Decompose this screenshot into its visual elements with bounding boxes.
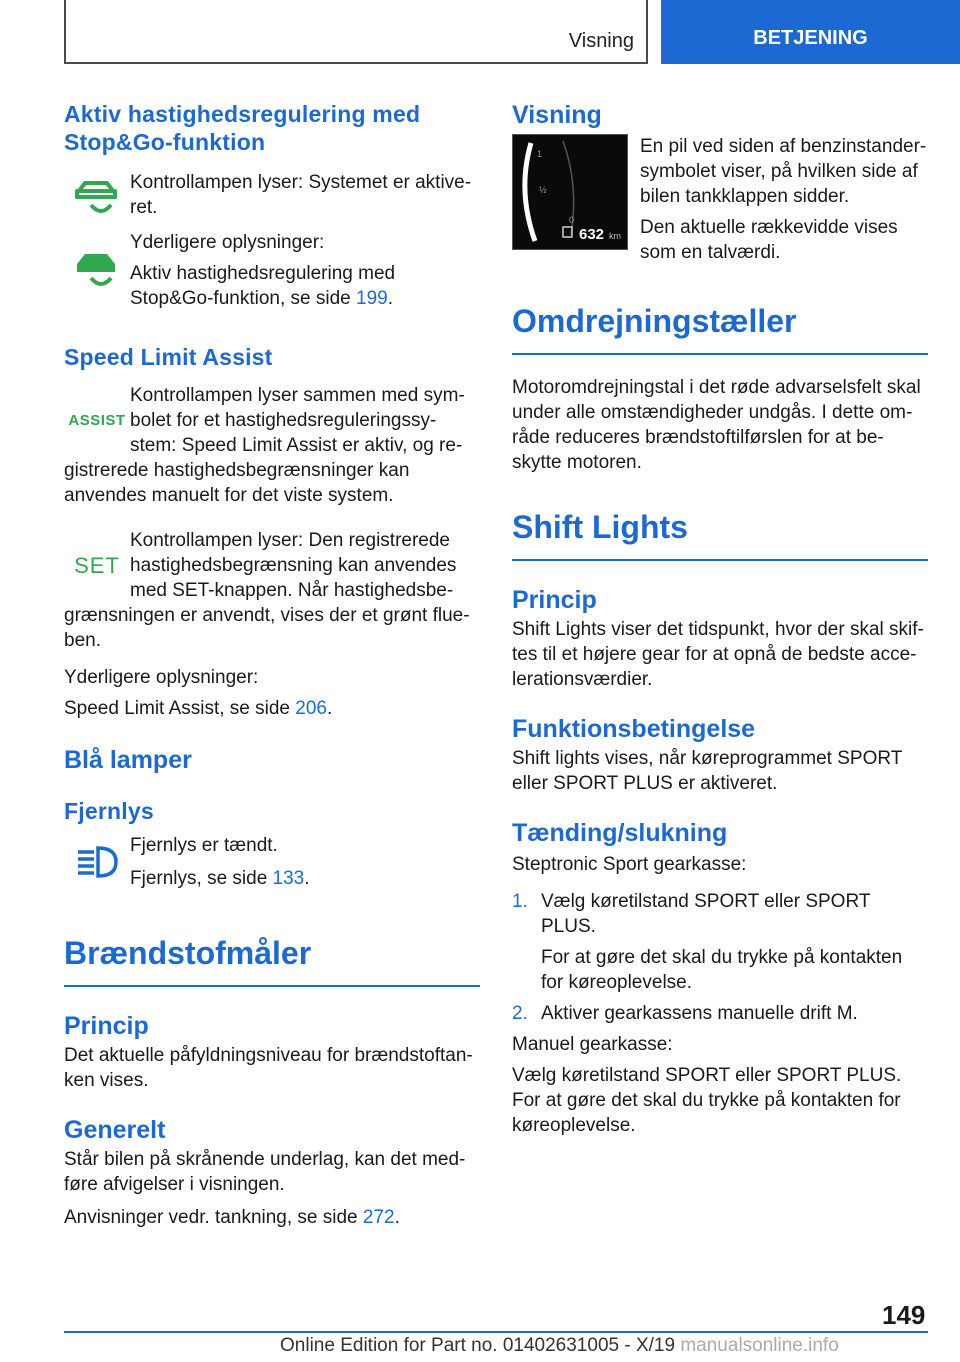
gauge-tick-full: 1 [537, 149, 543, 159]
steptronic-text: Steptronic Sport gearkasse: [512, 854, 747, 875]
step-2-text: Aktiver gearkassens manuelle drift M. [541, 1003, 858, 1024]
set-indicator-row [64, 528, 480, 603]
acc-text-3: Aktiv hastighedsregulering med Stop&Go-funktion, se side [130, 263, 396, 309]
heading-speed-limit-assist: Speed Limit Assist [64, 344, 273, 370]
acc-filled-indicator-icon [64, 230, 130, 308]
acc-indicator-row-2: Yderligere oplysninger: Aktiv hastighedsregulering med Stop&Go-funktion, se side 199. [64, 230, 480, 311]
gauge-tick-empty: 0 [569, 215, 575, 225]
heading-display: Visning [512, 101, 602, 129]
right-column [512, 100, 928, 1138]
gauge-range-value: 632 [579, 226, 605, 243]
step-number-1: 1. [512, 891, 528, 912]
step-number-2: 2. [512, 1003, 528, 1024]
heading-blue-lamps: Blå lamper [64, 746, 192, 774]
heading-fuel-gauge: Brændstofmåler [64, 933, 480, 987]
refuel-page-link[interactable]: 272 [362, 1207, 395, 1228]
sla-text-4: Speed Limit Assist, se side [64, 698, 296, 719]
page-number: 149 [882, 1300, 926, 1330]
manual-gearbox-label: Manuel gearkasse: [512, 1034, 673, 1055]
display-text-2: Den aktuelle rækkevidde vises som en talværdi. [640, 217, 898, 263]
acc-indicator-row [64, 170, 480, 224]
fuel-principle-text: Det aktuelle påfyldningsniveau for brændstoftan-ken vises. [64, 1045, 473, 1091]
sla-text-2b: grænsningen er anvendt, vises der et grønt flue-ben. [64, 605, 470, 651]
acc-text-1: Kontrollampen lyser: Systemet er aktive-ret. [130, 172, 472, 218]
fuel-gauge-image [512, 134, 628, 250]
sla-text-2: Kontrollampen lyser: Den registrerede hastighedsbegrænsning kan anvendes med SET-knappen. Når hastighedsbe- [130, 530, 457, 601]
heading-on-off: Tænding/slukning [512, 819, 728, 847]
heading-high-beam: Fjernlys [64, 798, 154, 824]
tachometer-text: Motoromdrejningstal i det røde advarselsfelt skal under alle omstændigheder undgås. I dette om-råde reduceres brændstoftilførslen for at be-skytte motoren. [512, 377, 921, 473]
high-beam-indicator-row: Fjernlys er tændt. Fjernlys, se side 133. [64, 833, 480, 891]
acc-green-indicator-icon [64, 170, 130, 224]
sla-page-link[interactable]: 206 [295, 698, 327, 719]
gauge-range-unit: km [609, 231, 621, 241]
header-chapter-tab: BETJENING [661, 0, 960, 64]
list-item [512, 1001, 928, 1026]
function-condition-text: Shift lights vises, når køreprogrammet SPORT eller SPORT PLUS er aktiveret. [512, 748, 902, 794]
high-beam-text-1: Fjernlys er tændt. [130, 835, 278, 856]
manual-gearbox-text: Vælg køretilstand SPORT eller SPORT PLUS. For at gøre det skal du trykke på kontakten for køreoplevelse. [512, 1065, 902, 1136]
fuel-display-block [512, 134, 928, 265]
high-beam-icon [64, 833, 130, 891]
header-frame [64, 0, 648, 64]
heading-acc: Aktiv hastighedsregulering med Stop&Go-funktion [64, 101, 421, 155]
left-column: Aktiv hastighedsregulering med Stop&Go-funktion Kontrollampen lyser: Systemet er aktive-ret. Yderligere oplysninger: Aktiv hastighedsregulering med Stop&Go-funktion, se side 199. Speed Limit Assist ASSIST Kontrollampen lyser sammen med sym-bolet for et hastighedsreguleringssy-stem: Speed Limit Assist er aktiv, og re- gistrerede hastighedsbegrænsninger kan anvendes manuelt for det viste system. SET Kontrollampen lyser: Den registrerede hastighedsbegrænsning kan anvendes med SET-knappen. Når hastighedsbe- grænsningen er anvendt, vises der et grønt flue-ben. Yderligere oplysninger: Speed Limit Assist, se side 206. Blå lamper Fjernlys Fjernlys er tændt. Fjernlys, se side 133. Brændstofmåler Princip Det aktuelle påfyldningsniveau for brændstoftan-ken vises. Generelt Står bilen på skrånende underlag, kan det med-føre afvigelser i visningen. Anvisninger vedr. tankning, se side 272. [64, 100, 480, 1230]
shift-principle-text: Shift Lights viser det tidspunkt, hvor der skal skif-tes til et højere gear for at opnå de bedste acce-lerationsværdier. [512, 619, 924, 690]
general-text-1: Står bilen på skrånende underlag, kan det med-føre afvigelser i visningen. [64, 1149, 466, 1195]
footer-divider [64, 1331, 928, 1333]
step-1-text: Vælg køretilstand SPORT eller SPORT PLUS. [541, 891, 871, 937]
sla-text-1: Kontrollampen lyser sammen med sym-bolet for et hastighedsreguleringssy-stem: Speed Limit Assist er aktiv, og re- [130, 385, 465, 456]
gauge-tick-half: ½ [539, 185, 547, 195]
header-section-title: Visning [568, 30, 634, 52]
step-1-subtext: For at gøre det skal du trykke på kontakten for køreoplevelse. [541, 947, 903, 993]
display-text-1: En pil ved siden af benzinstander-symbolet viser, på hvilken side af bilen tankklappen sidder. [640, 136, 927, 207]
sla-text-3: Yderligere oplysninger: [64, 667, 259, 688]
heading-principle-shift: Princip [512, 586, 597, 614]
heading-tachometer: Omdrejningstæller [512, 301, 928, 355]
sla-indicator-row [64, 383, 480, 458]
general-text-2: Anvisninger vedr. tankning, se side [64, 1207, 363, 1228]
footer-watermark: manualsonline.info [680, 1335, 839, 1356]
heading-shift-lights: Shift Lights [512, 507, 928, 561]
set-icon-label: SET [74, 552, 120, 578]
high-beam-text-2: Fjernlys, se side [130, 868, 273, 889]
fuel-pump-icon [563, 227, 572, 237]
heading-principle-fuel: Princip [64, 1012, 149, 1040]
heading-general: Generelt [64, 1116, 166, 1144]
acc-page-link[interactable]: 199 [356, 288, 388, 309]
sla-text-1b: gistrerede hastighedsbegrænsninger kan anvendes manuelt for det viste system. [64, 460, 410, 506]
assist-icon-label: ASSIST [68, 412, 126, 429]
assist-icon [64, 383, 130, 458]
high-beam-page-link[interactable]: 133 [272, 868, 305, 889]
list-item [512, 889, 928, 995]
footer-edition [280, 1335, 839, 1357]
footer-edition-text: Online Edition for Part no. 01402631005 - X/19 [280, 1335, 676, 1356]
set-icon [64, 528, 130, 603]
heading-function-condition: Funktionsbetingelse [512, 715, 756, 743]
acc-text-2: Yderligere oplysninger: [130, 232, 325, 253]
